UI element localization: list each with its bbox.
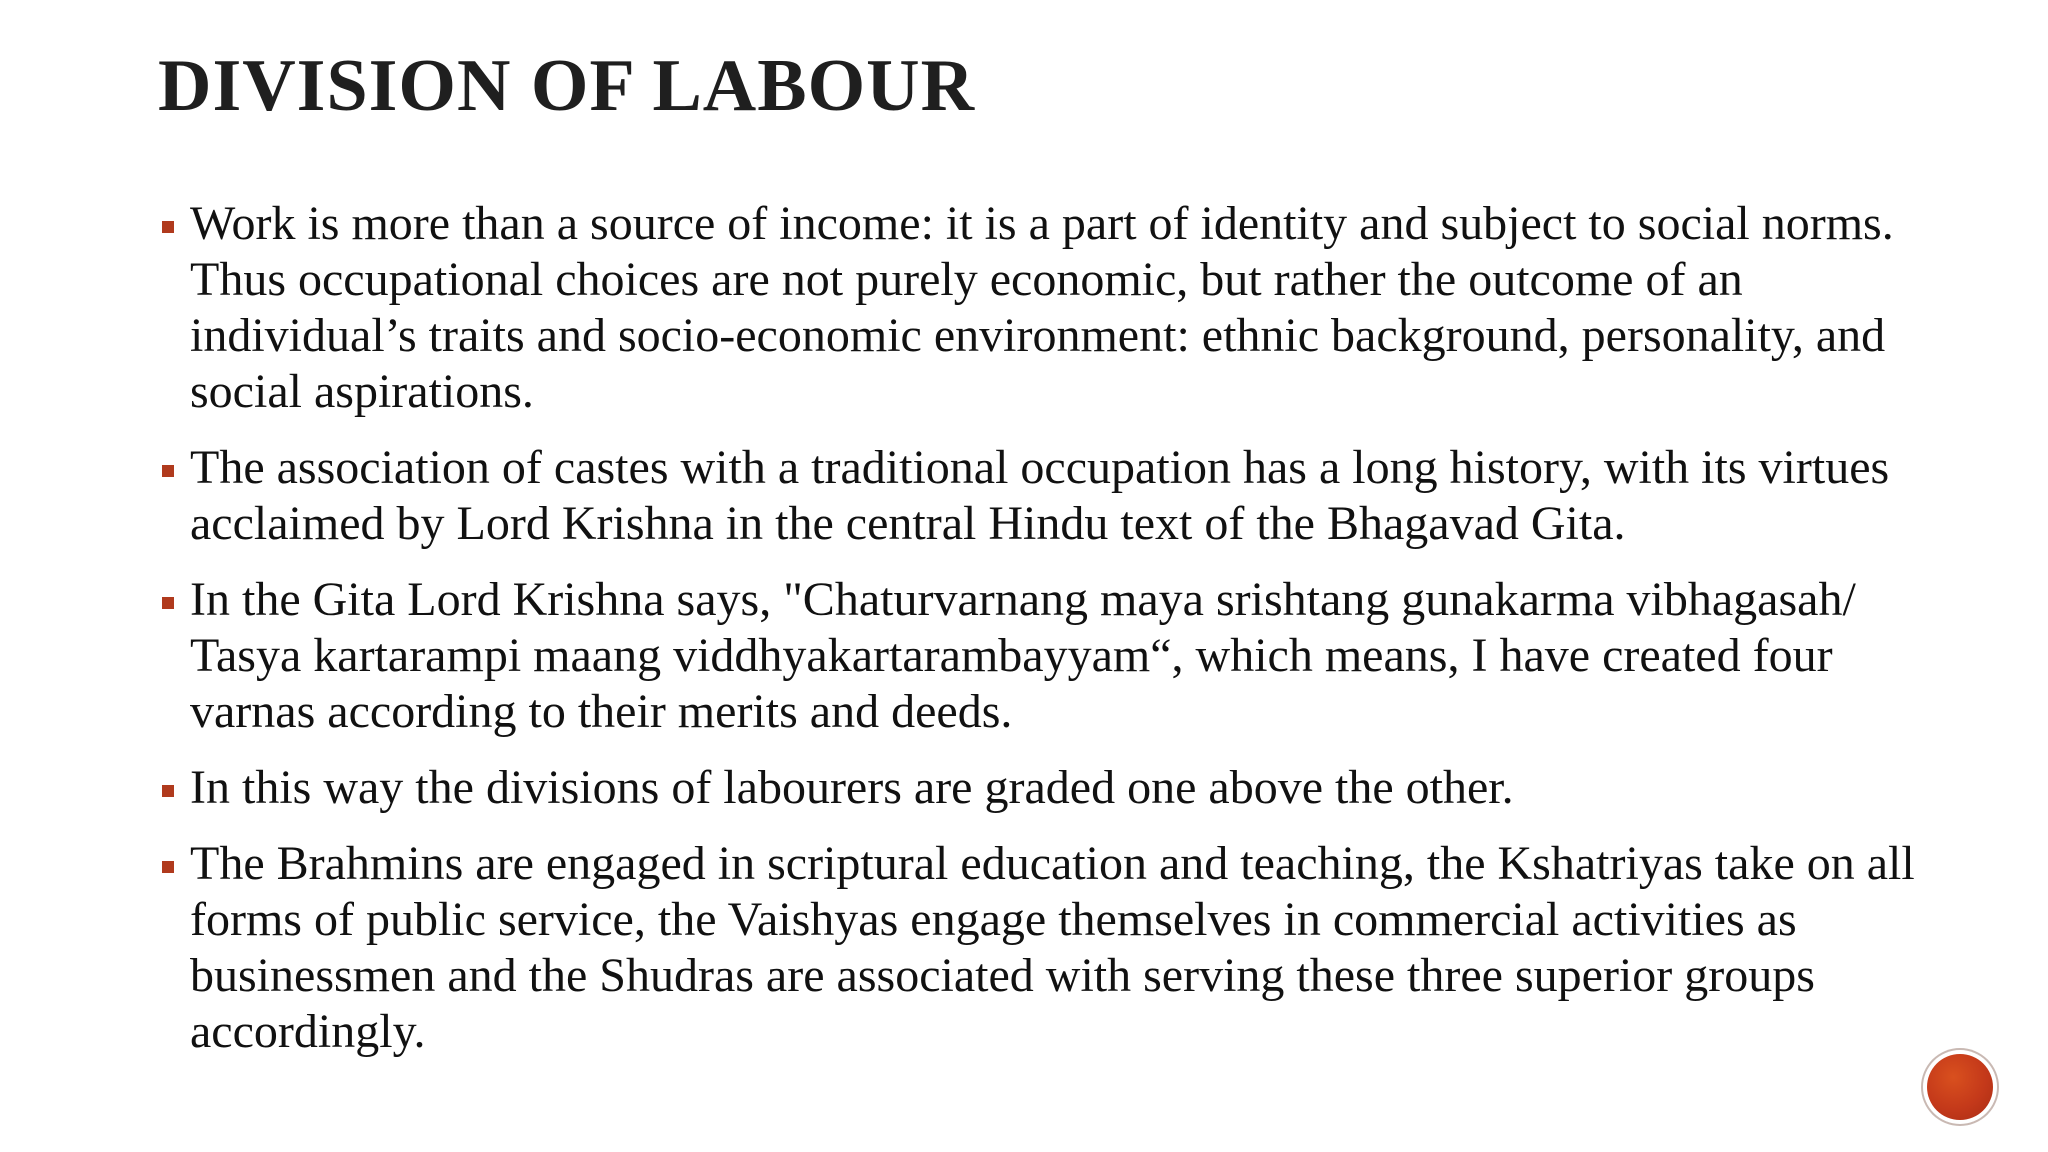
bullet-item [158,572,1918,740]
bullet-text: The association of castes with a traditional occupation has a long history, with its virtues acclaimed by Lord Krishna in the central Hindu text of the Bhagavad Gita. [190,441,1890,550]
bullet-text: In the Gita Lord Krishna says, "Chaturvarnang maya srishtang gunakarma vibhagasah/ Tasya kartarampi maang viddhyakartarambayyam“, which means, I have created four varnas according to their merits and deeds. [190,573,1856,738]
square-bullet-icon [162,861,174,873]
bullet-list [158,196,1918,1080]
square-bullet-icon [162,785,174,797]
bullet-item [158,196,1918,420]
bullet-item [158,836,1918,1060]
square-bullet-icon [162,465,174,477]
bullet-text: In this way the divisions of labourers are graded one above the other. [190,761,1514,814]
slide-title: DIVISION OF LABOUR [158,45,976,127]
bullet-text: Work is more than a source of income: it is a part of identity and subject to social norms. Thus occupational choices are not purely economic, but rather the outcome of an individual’s traits and socio-economic environment: ethnic background, personality, and social aspirations. [190,197,1894,418]
bullet-item [158,440,1918,552]
bullet-text: The Brahmins are engaged in scriptural education and teaching, the Kshatriyas take on all forms of public service, the Vaishyas engage themselves in commercial activities as businessmen and the Shudras are associated with serving these three superior groups accordingly. [190,837,1915,1058]
slide-nav-button[interactable] [1923,1050,1997,1124]
bullet-item [158,760,1918,816]
circle-button-icon [1927,1054,1993,1120]
square-bullet-icon [162,597,174,609]
square-bullet-icon [162,221,174,233]
